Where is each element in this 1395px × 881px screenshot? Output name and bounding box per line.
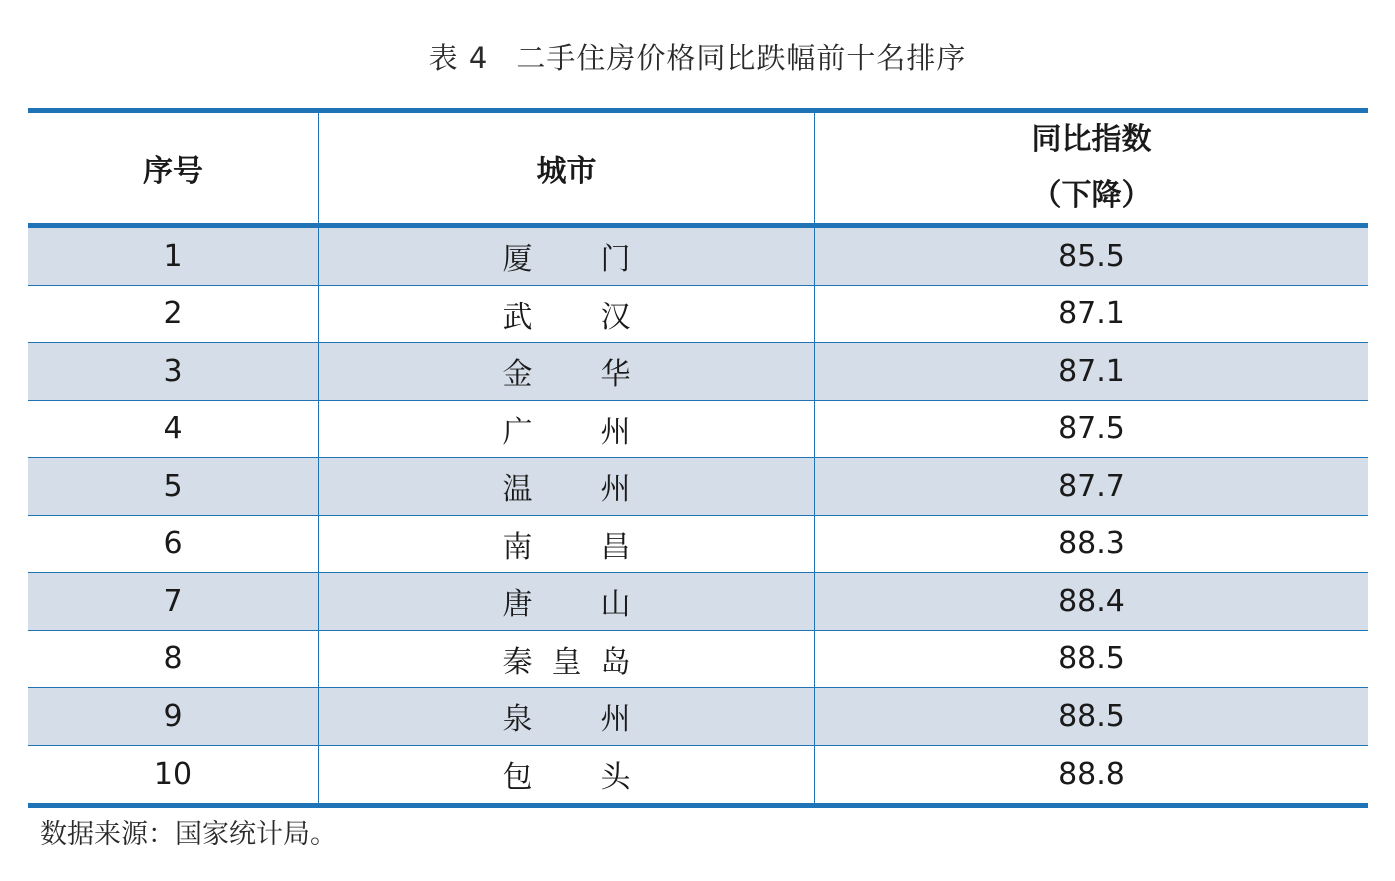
table-row [28,458,1368,516]
city-char: 皇 [551,644,582,680]
cell-index: 87.5 [1058,411,1125,447]
cell-city [319,458,815,515]
cell-rank: 2 [28,286,319,343]
city-char: 唐 [502,587,533,623]
cell-city [319,688,815,745]
city-name [503,407,631,451]
city-name [503,637,631,681]
header-city: 城市 [319,113,815,223]
table-row [28,746,1368,804]
city-char: 金 [502,357,533,393]
city-name [503,694,631,738]
city-char: 温 [502,472,533,508]
cell-city [319,631,815,688]
cell-rank: 7 [28,573,319,630]
header-rank: 序号 [28,113,319,223]
cell-city [319,343,815,400]
city-char: 汉 [600,299,631,335]
cell-city [319,286,815,343]
table-row [28,631,1368,689]
cell-rank: 8 [28,631,319,688]
header-index-line2: （下降） [1031,178,1152,213]
cell-index: 88.5 [1058,698,1125,734]
city-char: 秦 [502,644,533,680]
cell-index: 88.3 [1058,526,1125,562]
cell-index: 87.1 [1058,353,1125,389]
cell-index: 85.5 [1058,238,1125,274]
ranking-table [28,108,1368,808]
city-name [503,579,631,623]
cell-city [319,516,815,573]
city-char: 头 [600,760,631,796]
cell-rank: 10 [28,746,319,804]
table-title [0,38,1395,78]
cell-city [319,401,815,458]
city-char: 岛 [600,644,631,680]
table-row [28,343,1368,401]
table-row [28,401,1368,459]
city-char: 州 [600,472,631,508]
city-name [503,292,631,336]
table-row [28,516,1368,574]
city-char: 广 [502,414,533,450]
cell-index: 87.1 [1058,296,1125,332]
city-char: 包 [502,760,533,796]
cell-rank: 9 [28,688,319,745]
cell-index: 87.7 [1058,468,1125,504]
cell-rank: 4 [28,401,319,458]
city-char: 泉 [502,702,533,738]
cell-rank: 6 [28,516,319,573]
table-header-row [28,113,1368,228]
cell-city [319,228,815,285]
city-char: 门 [600,242,631,278]
table-row [28,688,1368,746]
table-title-text: 二手住房价格同比跌幅前十名排序 [516,41,967,75]
city-char: 昌 [600,529,631,565]
city-char: 南 [502,529,533,565]
city-name [503,234,631,278]
table-row [28,573,1368,631]
header-index [815,113,1368,223]
cell-city [319,573,815,630]
city-char: 武 [502,299,533,335]
cell-city [319,746,815,804]
table-row [28,286,1368,344]
city-char: 厦 [502,242,533,278]
city-char: 州 [600,414,631,450]
cell-index: 88.4 [1058,583,1125,619]
cell-rank: 5 [28,458,319,515]
header-index-line1: 同比指数 [1031,122,1152,157]
cell-rank: 3 [28,343,319,400]
cell-index: 88.5 [1058,641,1125,677]
city-name [503,349,631,393]
data-source-note: 数据来源：国家统计局。 [40,819,337,850]
city-name [503,464,631,508]
table-number: 表 4 [428,41,489,75]
cell-index: 88.8 [1058,756,1125,792]
cell-rank: 1 [28,228,319,285]
city-char: 华 [600,357,631,393]
city-name [503,752,631,796]
city-char: 州 [600,702,631,738]
table-row [28,228,1368,286]
city-char: 山 [600,587,631,623]
city-name [503,522,631,566]
table-body [28,228,1368,803]
